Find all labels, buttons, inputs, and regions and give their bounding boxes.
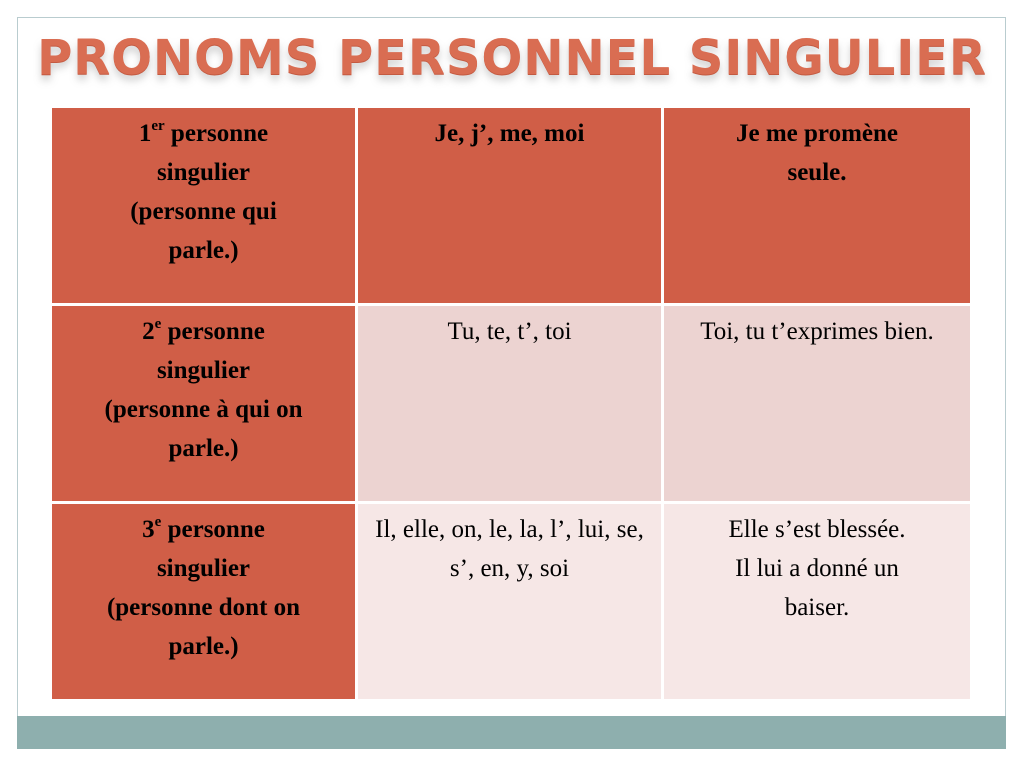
person-line: singulier xyxy=(156,357,251,384)
footer-bar xyxy=(17,716,1006,749)
person-line: parle.) xyxy=(168,435,239,462)
example-line: Elle s’est blessée. xyxy=(728,516,906,543)
example-line: baiser. xyxy=(784,594,850,621)
person-line: parle.) xyxy=(168,633,239,660)
example-cell-2 xyxy=(664,306,970,504)
person-label: personne xyxy=(167,318,265,345)
person-line: (personne qui xyxy=(130,198,277,225)
pronouns-cell-3 xyxy=(358,504,664,702)
person-label: personne xyxy=(167,516,265,543)
person-number: 3 xyxy=(142,516,155,543)
person-line: (personne dont on xyxy=(106,594,301,621)
pronouns-text: Tu, te, t’, toi xyxy=(447,318,572,345)
person-line: parle.) xyxy=(168,237,239,264)
person-number: 1 xyxy=(138,120,152,147)
person-cell-3 xyxy=(52,504,358,702)
person-line: singulier xyxy=(156,159,251,186)
person-line: (personne à qui on xyxy=(104,396,303,423)
slide-title: PRONOMS PERSONNEL SINGULIER xyxy=(37,30,987,86)
example-cell-3 xyxy=(664,504,970,702)
person-label: personne xyxy=(170,120,269,147)
example-line: Toi, tu t’exprimes bien. xyxy=(700,318,934,345)
person-number: 2 xyxy=(142,318,155,345)
pronouns-text: Je, j’, me, moi xyxy=(434,120,585,147)
person-line: singulier xyxy=(156,555,251,582)
person-cell-2 xyxy=(52,306,358,504)
example-line: Je me promène xyxy=(736,120,898,147)
example-line: Il lui a donné un xyxy=(735,555,899,582)
pronoun-table xyxy=(52,108,970,702)
pronouns-text: Il, elle, on, le, la, l’, lui, se, s’, en, y, soi xyxy=(375,516,644,582)
pronouns-cell-2 xyxy=(358,306,664,504)
person-suffix: e xyxy=(154,315,162,332)
person-suffix: e xyxy=(154,513,162,530)
person-suffix: er xyxy=(151,117,165,134)
example-line: seule. xyxy=(787,159,847,186)
pronouns-cell-1 xyxy=(358,108,664,306)
example-cell-1 xyxy=(664,108,970,306)
person-cell-1 xyxy=(52,108,358,306)
